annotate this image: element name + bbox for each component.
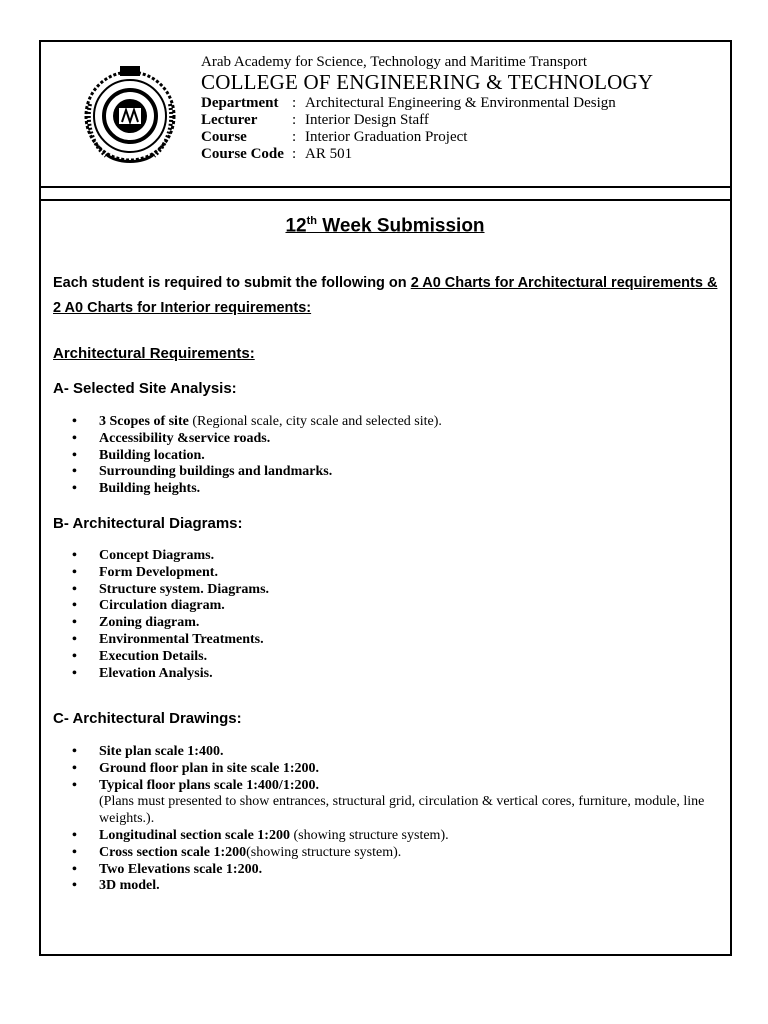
info-value: Interior Design Staff (305, 112, 429, 128)
item-bold: Cross section scale 1:200 (99, 844, 247, 860)
section-b-list (72, 548, 712, 682)
college-name: COLLEGE OF ENGINEERING & TECHNOLOGY (201, 70, 654, 94)
item-bold: Accessibility &service roads. (99, 430, 271, 446)
item-bold: 3D model. (99, 878, 160, 894)
list-item (72, 778, 712, 828)
item-bold: Elevation Analysis. (99, 665, 213, 681)
page-title (0, 215, 768, 237)
info-label: Lecturer (201, 112, 258, 128)
list-item (72, 582, 712, 599)
info-label: Course (201, 129, 247, 145)
list-item (72, 632, 712, 649)
item-bold: Two Elevations scale 1:200. (99, 861, 263, 877)
bullet-icon: • (72, 598, 77, 614)
list-item (72, 565, 712, 582)
list-item (72, 414, 712, 431)
intro-text: Each student is required to submit the following on (53, 275, 411, 291)
item-text: (showing structure system). (246, 844, 402, 860)
info-value: AR 501 (305, 146, 353, 162)
list-item (72, 464, 712, 481)
item-bold: Site plan scale 1:400. (99, 744, 224, 759)
section-b-heading: B- Architectural Diagrams: (53, 515, 243, 532)
list-item (72, 666, 712, 683)
course-info (201, 95, 616, 163)
intro-underlined: 2 A0 Charts for Architectural requirements & 2 A0 Charts for Interior requirements: (53, 275, 718, 316)
bullet-icon: • (72, 548, 77, 563)
item-bold: Typical floor plans scale 1:400/1:200. (99, 777, 319, 793)
info-separator: : (292, 95, 297, 111)
item-bold: Longitudinal section scale 1:200 (99, 827, 290, 843)
info-separator: : (292, 129, 297, 145)
item-bold: Building location. (99, 447, 205, 463)
list-item (72, 862, 712, 879)
section-a-list (72, 414, 712, 498)
info-label: Department (201, 95, 279, 111)
bullet-icon: • (72, 878, 77, 894)
institution-name: Arab Academy for Science, Technology and Maritime Transport (201, 54, 588, 70)
intro-paragraph (53, 271, 725, 321)
item-bold: Form Development. (99, 564, 218, 580)
list-item (72, 744, 712, 761)
list-item (72, 828, 712, 845)
header-divider-bottom (39, 199, 732, 201)
item-text: (showing structure system). (289, 827, 449, 843)
info-row-department (201, 95, 616, 112)
item-bold: Zoning diagram. (99, 615, 200, 631)
title-text: Week Submission (317, 215, 485, 237)
list-item (72, 481, 712, 498)
item-bold: Surrounding buildings and landmarks. (99, 464, 333, 480)
list-item (72, 448, 712, 465)
bullet-icon: • (72, 861, 77, 877)
info-label: Course Code (201, 146, 284, 162)
section-c-list (72, 744, 712, 895)
list-item (72, 615, 712, 632)
bullet-icon: • (72, 827, 77, 843)
section-a-heading: A- Selected Site Analysis: (53, 380, 237, 397)
title-superscript: th (306, 215, 317, 227)
bullet-icon: • (72, 844, 77, 860)
bullet-icon: • (72, 760, 77, 776)
item-note: (Plans must presented to show entrances, structural grid, circulation & vertical cores, furniture, module, line weights.). (99, 794, 705, 827)
list-item (72, 761, 712, 778)
info-separator: : (292, 146, 297, 162)
bullet-icon: • (72, 648, 77, 664)
architectural-requirements-heading: Architectural Requirements: (53, 345, 255, 362)
bullet-icon: • (72, 564, 77, 580)
bullet-icon: • (72, 430, 77, 446)
item-bold: Building heights. (99, 481, 201, 497)
bullet-icon: • (72, 744, 77, 759)
info-value: Interior Graduation Project (305, 129, 468, 145)
list-item (72, 845, 712, 862)
item-text: (Regional scale, city scale and selected site). (188, 414, 442, 429)
item-bold: Structure system. Diagrams. (99, 581, 270, 597)
list-item (72, 548, 712, 565)
list-item (72, 598, 712, 615)
item-bold: Execution Details. (99, 648, 208, 664)
bullet-icon: • (72, 631, 77, 647)
item-bold: Concept Diagrams. (99, 548, 215, 563)
list-item (72, 431, 712, 448)
info-separator: : (292, 112, 297, 128)
title-number: 12 (285, 215, 307, 237)
bullet-icon: • (72, 464, 77, 480)
bullet-icon: • (72, 665, 77, 681)
item-bold: Circulation diagram. (99, 598, 225, 614)
info-value: Architectural Engineering & Environmental Design (305, 95, 616, 111)
academy-seal-logo (76, 64, 184, 168)
bullet-icon: • (72, 414, 77, 429)
item-bold: Ground floor plan in site scale 1:200. (99, 760, 320, 776)
bullet-icon: • (72, 447, 77, 463)
header-divider-top (39, 186, 732, 188)
bullet-icon: • (72, 777, 77, 793)
bullet-icon: • (72, 481, 77, 497)
item-bold: Environmental Treatments. (99, 631, 264, 647)
list-item (72, 878, 712, 895)
info-row-course-code (201, 146, 616, 163)
item-bold: 3 Scopes of site (99, 414, 189, 429)
list-item (72, 649, 712, 666)
section-c-heading: C- Architectural Drawings: (53, 710, 242, 727)
bullet-icon: • (72, 581, 77, 597)
info-row-lecturer (201, 112, 616, 129)
bullet-icon: • (72, 615, 77, 631)
info-row-course (201, 129, 616, 146)
